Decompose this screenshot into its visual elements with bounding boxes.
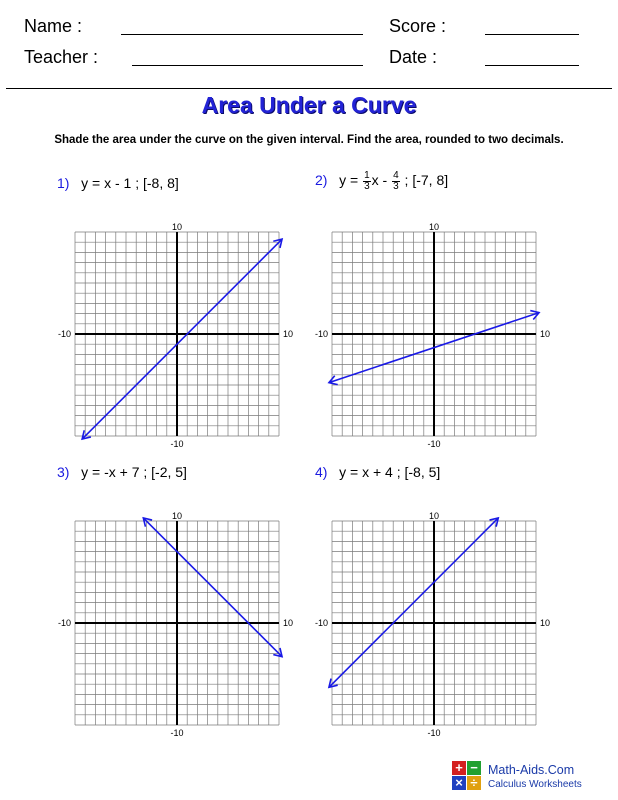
site-subtitle: Calculus Worksheets — [488, 779, 582, 790]
problem-number: 2) — [315, 172, 328, 189]
fraction-four-thirds: $\frac{4}{3}$ — [393, 170, 399, 192]
axis-label-bottom: -10 — [170, 728, 184, 738]
problem-4-label — [315, 464, 440, 480]
axis-label-left: -10 — [57, 618, 71, 628]
axis-label-top: 10 — [428, 511, 440, 521]
equation-prefix: y = — [339, 172, 363, 189]
axis-label-left: -10 — [314, 618, 328, 628]
score-field-line[interactable] — [485, 34, 579, 35]
header-divider — [6, 88, 612, 89]
axis-label-left: -10 — [57, 329, 71, 339]
teacher-field-line[interactable] — [132, 65, 363, 66]
problem-3-label — [57, 464, 187, 480]
axis-label-bottom: -10 — [427, 439, 441, 449]
footer-brand — [452, 761, 612, 795]
problem-number: 1) — [57, 175, 70, 191]
axis-label-right: 10 — [283, 329, 294, 339]
function-line — [82, 239, 282, 439]
axis-label-bottom: -10 — [170, 439, 184, 449]
problem-equation: y = x + 4 ; [-8, 5] — [339, 464, 441, 480]
problem-2-label — [315, 171, 448, 192]
axis-label-right: 10 — [283, 618, 294, 628]
equation-suffix: ; [-7, 8] — [400, 172, 449, 189]
name-label: Name : — [24, 16, 83, 36]
graph-1 — [57, 222, 294, 449]
function-line — [143, 518, 282, 657]
graph-3 — [57, 511, 294, 738]
problem-number: 4) — [315, 464, 328, 480]
fraction-one-third: $\frac{1}{3}$ — [364, 170, 370, 192]
date-label: Date : — [389, 47, 438, 67]
name-field-line[interactable] — [121, 34, 363, 35]
graph-4 — [314, 511, 551, 738]
graph-2 — [314, 222, 551, 449]
axis-label-right: 10 — [540, 329, 551, 339]
site-name[interactable]: Math-Aids.Com — [488, 763, 575, 777]
problem-equation: y = -x + 7 ; [-2, 5] — [81, 464, 187, 480]
axis-label-left: -10 — [314, 329, 328, 339]
problem-equation: y = x - 1 ; [-8, 8] — [81, 175, 179, 191]
worksheet-title: Area Under a Curve — [201, 92, 417, 118]
axis-label-bottom: -10 — [427, 728, 441, 738]
problem-number: 3) — [57, 464, 70, 480]
math-aids-logo-icon: + − × ÷ — [452, 761, 482, 791]
equation-mid: x - — [371, 172, 392, 189]
axis-label-right: 10 — [540, 618, 551, 628]
axis-label-top: 10 — [171, 222, 183, 232]
axis-label-top: 10 — [171, 511, 183, 521]
axis-label-top: 10 — [428, 222, 440, 232]
instructions: Shade the area under the curve on the given interval. Find the area, rounded to two decimals. — [54, 134, 564, 146]
date-field-line[interactable] — [485, 65, 579, 66]
problem-1-label — [57, 175, 179, 191]
teacher-label: Teacher : — [24, 47, 99, 67]
score-label: Score : — [389, 16, 447, 36]
